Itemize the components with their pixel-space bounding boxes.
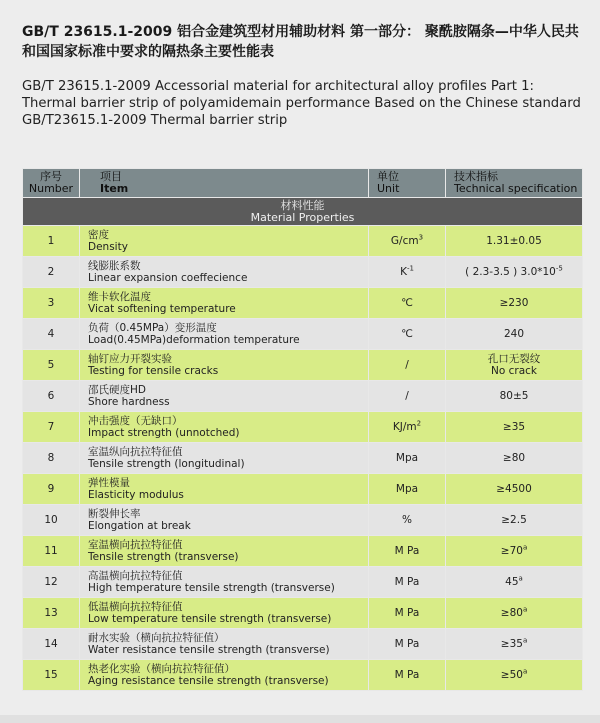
row-spec-text: ≥50 xyxy=(500,669,523,681)
row-number: 4 xyxy=(23,319,80,350)
row-item xyxy=(80,257,369,288)
row-number: 5 xyxy=(23,350,80,381)
row-item xyxy=(80,412,369,443)
row-unit-text: K xyxy=(400,266,407,278)
row-item-en: Load(0.45MPa)deformation temperature xyxy=(88,334,300,346)
row-spec xyxy=(446,257,583,288)
table-row xyxy=(23,660,583,691)
row-item-en: Vicat softening temperature xyxy=(88,303,236,315)
row-spec-text: ≥4500 xyxy=(496,483,532,495)
row-item-cn: 高温横向抗拉特征值 xyxy=(88,570,183,582)
table-header-row xyxy=(23,169,583,198)
row-unit-text: M Pa xyxy=(394,545,420,557)
row-unit-text: M Pa xyxy=(394,607,420,619)
row-spec-text: 45 xyxy=(505,576,519,588)
row-number: 9 xyxy=(23,474,80,505)
row-unit-sup: -1 xyxy=(406,264,414,273)
row-unit xyxy=(369,536,446,567)
row-item-en: Aging resistance tensile strength (transverse) xyxy=(88,675,329,687)
row-item-en: High temperature tensile strength (transverse) xyxy=(88,582,335,594)
row-item-cn: 轴钉应力开裂实验 xyxy=(88,353,172,365)
header-spec xyxy=(446,169,583,198)
row-item-cn: 热老化实验（横向抗拉特征值） xyxy=(88,663,235,675)
row-item xyxy=(80,629,369,660)
row-spec-sup: a xyxy=(522,605,528,614)
table-row xyxy=(23,474,583,505)
table-row xyxy=(23,288,583,319)
row-item xyxy=(80,226,369,257)
row-unit-text: M Pa xyxy=(394,669,420,681)
row-item-cn: 室温横向抗拉特征值 xyxy=(88,539,183,551)
section-title xyxy=(23,198,583,226)
row-item-cn: 负荷（0.45MPa）变形温度 xyxy=(88,322,217,334)
table-row xyxy=(23,629,583,660)
header-number-en: Number xyxy=(28,182,74,195)
row-number: 6 xyxy=(23,381,80,412)
row-unit-text: ℃ xyxy=(401,328,413,340)
row-spec-text: 孔口无裂纹 xyxy=(487,353,541,365)
row-unit-text: G/cm xyxy=(390,235,419,247)
table-row xyxy=(23,443,583,474)
row-spec-text: ≥2.5 xyxy=(501,514,527,526)
header-spec-cn: 技术指标 xyxy=(454,170,498,183)
row-number: 8 xyxy=(23,443,80,474)
row-spec xyxy=(446,536,583,567)
table-row xyxy=(23,381,583,412)
row-spec xyxy=(446,381,583,412)
section-row xyxy=(23,198,583,226)
row-spec-sup: a xyxy=(522,543,528,552)
row-unit-sup: 2 xyxy=(416,419,422,428)
row-unit xyxy=(369,412,446,443)
row-spec-text: ≥80 xyxy=(500,607,523,619)
properties-table xyxy=(22,168,583,691)
row-item-en: Testing for tensile cracks xyxy=(88,365,219,377)
table-row xyxy=(23,412,583,443)
row-item xyxy=(80,319,369,350)
row-number: 12 xyxy=(23,567,80,598)
table-row xyxy=(23,226,583,257)
row-spec xyxy=(446,505,583,536)
row-unit xyxy=(369,505,446,536)
header-number xyxy=(23,169,80,198)
row-spec-text: 1.31±0.05 xyxy=(486,235,542,247)
header-spec-en: Technical specification xyxy=(454,182,578,195)
row-spec xyxy=(446,288,583,319)
row-spec-text: 240 xyxy=(503,328,525,340)
row-spec xyxy=(446,629,583,660)
table-row xyxy=(23,350,583,381)
row-spec xyxy=(446,319,583,350)
row-unit xyxy=(369,660,446,691)
row-item xyxy=(80,288,369,319)
row-item xyxy=(80,505,369,536)
header-unit xyxy=(369,169,446,198)
row-spec xyxy=(446,443,583,474)
row-spec-text: ≥70 xyxy=(500,545,523,557)
row-spec-text: ≥80 xyxy=(502,452,526,464)
row-unit-text: Mpa xyxy=(395,483,419,495)
row-spec-sup: a xyxy=(518,574,523,583)
row-item xyxy=(80,381,369,412)
row-spec-sup: a xyxy=(522,636,528,645)
row-spec-text: 80±5 xyxy=(499,390,529,402)
row-item-cn: 线膨胀系数 xyxy=(88,260,141,272)
row-unit xyxy=(369,319,446,350)
table-row xyxy=(23,536,583,567)
row-item xyxy=(80,350,369,381)
row-spec-text: ≥35 xyxy=(502,421,526,433)
row-unit xyxy=(369,598,446,629)
row-spec xyxy=(446,412,583,443)
row-unit-text: M Pa xyxy=(394,638,420,650)
row-number: 10 xyxy=(23,505,80,536)
row-unit xyxy=(369,288,446,319)
row-item-en: Tensile strength (transverse) xyxy=(88,551,239,563)
row-number: 3 xyxy=(23,288,80,319)
row-unit-text: / xyxy=(405,390,409,402)
row-item-cn: 室温纵向抗拉特征值 xyxy=(88,446,183,458)
row-unit xyxy=(369,381,446,412)
row-number: 2 xyxy=(23,257,80,288)
row-unit-text: ℃ xyxy=(401,297,413,309)
row-unit xyxy=(369,629,446,660)
row-spec-sup: -5 xyxy=(555,264,563,273)
row-item-en: Impact strength (unnotched) xyxy=(88,427,240,439)
bottom-divider xyxy=(0,715,600,723)
row-item-en: Elasticity modulus xyxy=(88,489,184,501)
row-number: 15 xyxy=(23,660,80,691)
row-spec xyxy=(446,226,583,257)
row-number: 11 xyxy=(23,536,80,567)
row-spec xyxy=(446,350,583,381)
page-title-english: GB/T 23615.1-2009 Accessorial material for architectural alloy profiles Part 1: Thermal barrier strip of polyamidemain performance Based on the Chinese standard GB/T23615.1-2009 Thermal barrier strip xyxy=(22,79,581,128)
row-spec xyxy=(446,598,583,629)
header-unit-en: Unit xyxy=(377,182,400,195)
header-item-cn: 项目 xyxy=(100,170,122,183)
row-number: 1 xyxy=(23,226,80,257)
row-item-cn: 密度 xyxy=(88,229,109,241)
header-number-cn: 序号 xyxy=(40,170,62,183)
table-row xyxy=(23,598,583,629)
row-item-en: Linear expansion coeffecience xyxy=(88,272,248,284)
row-item-cn: 弹性模量 xyxy=(88,477,130,489)
row-unit-sup: 3 xyxy=(418,233,424,242)
header-unit-cn: 单位 xyxy=(377,170,399,183)
row-item xyxy=(80,598,369,629)
row-item-en: Density xyxy=(88,241,128,253)
row-item xyxy=(80,660,369,691)
row-number: 13 xyxy=(23,598,80,629)
row-unit xyxy=(369,350,446,381)
row-spec-en: No crack xyxy=(491,365,537,377)
header-item xyxy=(80,169,369,198)
row-number: 14 xyxy=(23,629,80,660)
row-item xyxy=(80,536,369,567)
row-unit-text: % xyxy=(402,514,412,526)
row-item xyxy=(80,443,369,474)
row-item-cn: 维卡软化温度 xyxy=(88,291,151,303)
row-number: 7 xyxy=(23,412,80,443)
table-row xyxy=(23,567,583,598)
row-unit xyxy=(369,474,446,505)
row-spec-text: ( 2.3-3.5 ) 3.0*10 xyxy=(465,266,556,278)
row-item xyxy=(80,567,369,598)
row-spec-text: ≥230 xyxy=(499,297,529,309)
row-spec-sup: a xyxy=(522,667,528,676)
row-item xyxy=(80,474,369,505)
row-spec-text: ≥35 xyxy=(500,638,523,650)
section-title-en: Material Properties xyxy=(250,210,355,224)
header-item-en: Item xyxy=(100,182,129,195)
row-item-cn: 邵氏硬度HD xyxy=(88,384,146,396)
table-row xyxy=(23,319,583,350)
row-item-cn: 耐水实验（横向抗拉特征值） xyxy=(88,632,225,644)
row-unit xyxy=(369,257,446,288)
row-spec xyxy=(446,660,583,691)
row-item-en: Low temperature tensile strength (transverse) xyxy=(88,613,332,625)
row-spec xyxy=(446,567,583,598)
row-item-en: Water resistance tensile strength (transverse) xyxy=(88,644,330,656)
row-unit-text: M Pa xyxy=(394,576,420,588)
row-item-en: Shore hardness xyxy=(88,396,170,408)
row-unit-text: KJ/m xyxy=(392,421,417,433)
row-unit-text: Mpa xyxy=(395,452,419,464)
row-unit-text: / xyxy=(405,359,409,371)
row-item-en: Tensile strength (longitudinal) xyxy=(88,458,245,470)
row-item-en: Elongation at break xyxy=(88,520,191,532)
row-unit xyxy=(369,567,446,598)
row-item-cn: 断裂伸长率 xyxy=(88,508,141,520)
section-title-cn: 材料性能 xyxy=(280,198,325,212)
row-unit xyxy=(369,443,446,474)
page-title-chinese: GB/T 23615.1-2009 铝合金建筑型材用辅助材料 第一部分： 聚酰胺隔条—中华人民共和国国家标准中要求的隔热条主要性能表 xyxy=(22,24,579,60)
row-unit xyxy=(369,226,446,257)
row-spec xyxy=(446,474,583,505)
table-row xyxy=(23,505,583,536)
row-item-cn: 低温横向抗拉特征值 xyxy=(88,601,183,613)
row-item-cn: 冲击强度（无缺口） xyxy=(88,415,183,427)
table-row xyxy=(23,257,583,288)
